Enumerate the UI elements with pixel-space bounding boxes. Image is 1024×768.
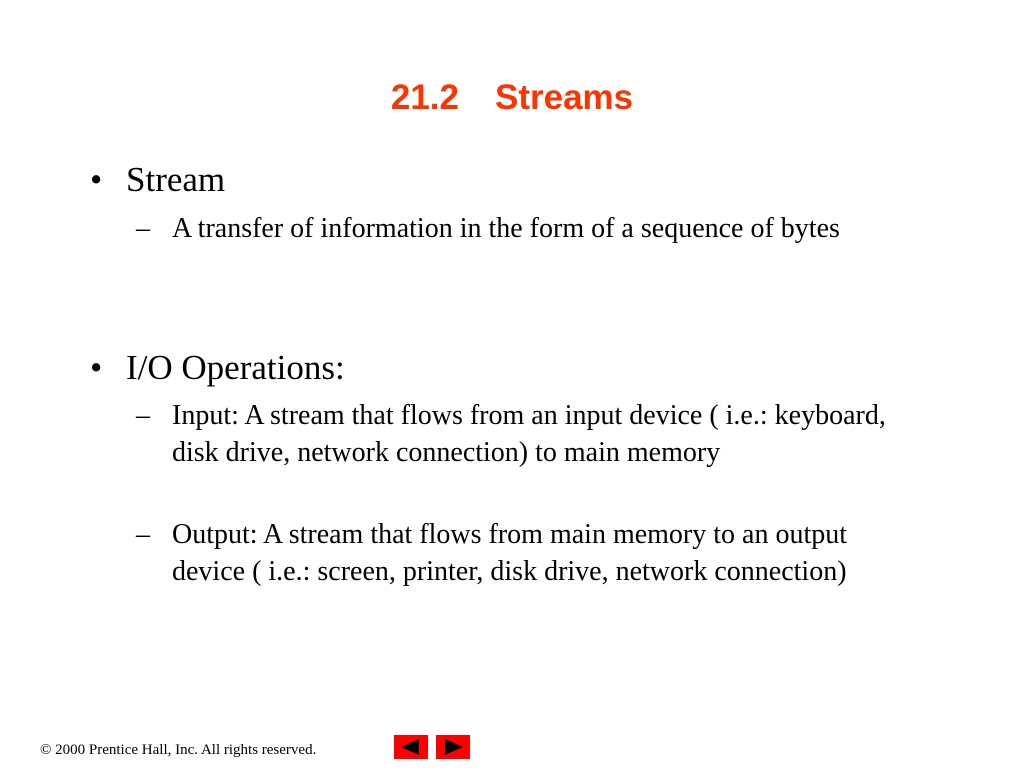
- next-slide-button[interactable]: [436, 735, 470, 759]
- sub-bullet-item: [136, 516, 916, 590]
- sub-bullet-text: A transfer of information in the form of a sequence of bytes: [172, 213, 840, 244]
- dash-icon: –: [136, 519, 150, 550]
- sub-bullet-text: Output: A stream that flows from main memory to an output device ( i.e.: screen, printer, disk drive, network connection): [172, 519, 848, 587]
- dash-icon: –: [136, 213, 150, 244]
- sub-bullet-text: Input: A stream that flows from an input device ( i.e.: keyboard, disk drive, network connection) to main memory: [172, 400, 886, 468]
- bullet-text: Stream: [126, 160, 226, 199]
- right-arrow-icon: [436, 735, 470, 759]
- dash-icon: –: [136, 400, 150, 431]
- bullet-icon: •: [90, 348, 103, 387]
- sub-bullet-item: [136, 210, 916, 247]
- title-number: 21.2: [390, 78, 459, 117]
- previous-slide-button[interactable]: [394, 735, 428, 759]
- sub-bullet-item: [136, 397, 916, 471]
- bullet-icon: •: [90, 160, 103, 199]
- bullet-text: I/O Operations:: [126, 348, 345, 387]
- copyright-notice: © 2000 Prentice Hall, Inc. All rights reserved.: [40, 742, 317, 758]
- title-text: Streams: [494, 78, 634, 117]
- left-arrow-icon: [394, 735, 428, 759]
